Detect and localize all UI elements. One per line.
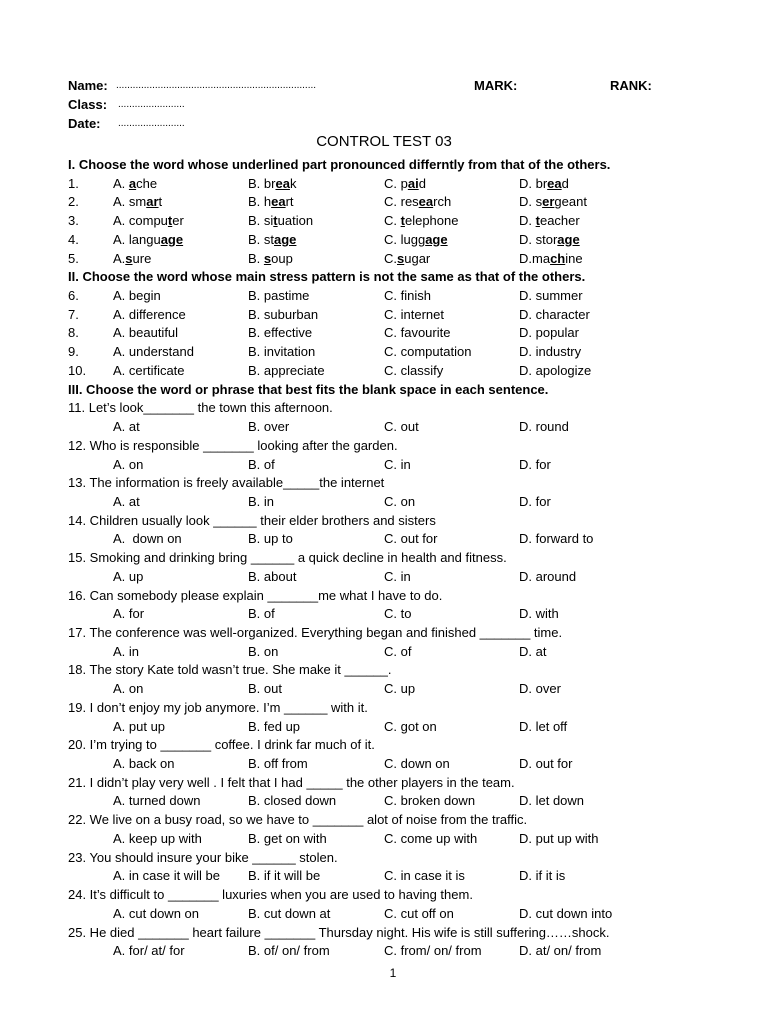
option-b xyxy=(248,192,294,211)
option-b-pre: B. st xyxy=(248,231,275,247)
options-row xyxy=(0,754,768,773)
question-row xyxy=(0,305,768,324)
question-row xyxy=(0,249,768,268)
question-text: 17. The conference was well-organized. Everything began and finished _______ time. xyxy=(68,625,563,640)
option-d: D. industry xyxy=(519,344,582,360)
option-a: A. in case it will be xyxy=(113,868,220,884)
class-row xyxy=(0,95,768,114)
option-b-pre: B. xyxy=(248,250,264,266)
option-a xyxy=(113,174,157,193)
class-field[interactable]: ........................ xyxy=(118,99,185,110)
option-d xyxy=(519,174,569,193)
option-d: D. out for xyxy=(519,756,573,772)
options-row xyxy=(0,904,768,923)
option-c-post: rch xyxy=(433,194,452,210)
section-heading xyxy=(0,267,768,286)
option-a-post: che xyxy=(136,175,158,191)
question-text: 20. I’m trying to _______ coffee. I drink far much of it. xyxy=(68,737,375,753)
option-c xyxy=(384,174,426,193)
option-a: A. begin xyxy=(113,288,161,304)
question-row xyxy=(0,623,768,642)
question-number: 4. xyxy=(68,231,79,247)
option-b: B. cut down at xyxy=(248,905,331,921)
question-number: 10. xyxy=(68,362,87,378)
option-a: A. beautiful xyxy=(113,325,179,341)
option-d: D. around xyxy=(519,568,577,584)
option-c: C. cut off on xyxy=(384,905,454,921)
option-b: B. of xyxy=(248,606,275,622)
option-d: D. at/ on/ from xyxy=(519,943,602,959)
option-d: D. with xyxy=(519,606,559,622)
option-b: B. appreciate xyxy=(248,362,325,378)
question-row xyxy=(0,342,768,361)
option-a-post: ure xyxy=(132,250,152,266)
option-d-post: d xyxy=(561,175,569,191)
option-c-post: elephone xyxy=(404,213,459,229)
question-row xyxy=(0,286,768,305)
options-row xyxy=(0,492,768,511)
option-d-pre: D. stor xyxy=(519,231,558,247)
option-a-mark: ar xyxy=(146,194,159,210)
option-a xyxy=(113,230,183,249)
option-d-pre: D. xyxy=(519,213,536,229)
option-a: A. turned down xyxy=(113,793,201,809)
name-row xyxy=(0,76,768,95)
option-a: A. for xyxy=(113,606,145,622)
option-d: D. popular xyxy=(519,325,579,341)
question-row xyxy=(0,660,768,679)
option-d: D. let down xyxy=(519,793,585,809)
option-d: D. for xyxy=(519,456,551,472)
option-d: D. for xyxy=(519,493,551,509)
option-a: A. at xyxy=(113,493,140,509)
question-row xyxy=(0,923,768,942)
option-b-mark: s xyxy=(263,250,272,266)
option-d-pre: D.ma xyxy=(519,250,551,266)
option-c-mark: s xyxy=(397,250,405,266)
option-b-post: k xyxy=(289,175,297,191)
option-a xyxy=(113,192,162,211)
option-d: D. apologize xyxy=(519,362,592,378)
options-row xyxy=(0,941,768,960)
option-b-mark: ea xyxy=(275,175,290,191)
question-row xyxy=(0,810,768,829)
option-a: A. understand xyxy=(113,344,194,360)
option-a-pre: A. xyxy=(113,250,126,266)
option-a-pre: A. sm xyxy=(113,194,147,210)
question-text: 25. He died _______ heart failure _______ Thursday night. His wife is still suffering……shock. xyxy=(68,924,610,940)
class-label: Class: xyxy=(68,97,108,112)
option-a: A. in xyxy=(113,643,140,659)
option-c: C. in case it is xyxy=(384,868,465,884)
option-c: C. on xyxy=(384,493,416,509)
question-row xyxy=(0,548,768,567)
option-b: B. pastime xyxy=(248,288,310,304)
section-heading xyxy=(0,380,768,399)
options-row xyxy=(0,529,768,548)
option-b-post: rt xyxy=(285,194,294,210)
option-b xyxy=(248,230,296,249)
option-b-pre: B. br xyxy=(248,175,276,191)
option-b: B. closed down xyxy=(248,793,337,809)
option-b: B. invitation xyxy=(248,344,316,360)
option-d-mark: ch xyxy=(550,250,566,266)
option-b: B. of xyxy=(248,456,275,472)
option-b: B. in xyxy=(248,493,275,509)
option-d xyxy=(519,211,580,230)
option-d-post: eacher xyxy=(539,213,580,229)
option-a-mark: a xyxy=(128,175,137,191)
option-b: B. over xyxy=(248,419,290,435)
question-number: 8. xyxy=(68,325,79,341)
option-a-pre: A. compu xyxy=(113,213,168,229)
option-b: B. about xyxy=(248,568,297,584)
option-b: B. out xyxy=(248,681,282,697)
options-row xyxy=(0,717,768,736)
option-c: C. in xyxy=(384,456,411,472)
option-b: B. off from xyxy=(248,756,308,772)
options-row xyxy=(0,417,768,436)
question-row xyxy=(0,848,768,867)
option-c: C. internet xyxy=(384,306,444,322)
question-row xyxy=(0,361,768,380)
option-a xyxy=(113,249,151,268)
option-c-mark: age xyxy=(425,231,448,247)
option-a: A. down on xyxy=(113,531,182,547)
option-a: A. put up xyxy=(113,718,166,734)
section-heading xyxy=(0,155,768,174)
option-d: D. summer xyxy=(519,288,583,304)
option-b: B. of/ on/ from xyxy=(248,943,330,959)
option-a: A. on xyxy=(113,456,144,472)
option-d-mark: ea xyxy=(547,175,562,191)
option-b-mark: ea xyxy=(271,194,286,210)
option-c: C. in xyxy=(384,568,411,584)
question-row xyxy=(0,473,768,492)
question-row xyxy=(0,211,768,230)
option-d-mark: t xyxy=(535,213,540,229)
option-c: C. finish xyxy=(384,288,431,304)
name-field[interactable]: ........................................................................ xyxy=(116,80,317,91)
option-c-pre: C. res xyxy=(384,194,419,210)
options-row xyxy=(0,567,768,586)
question-number: 9. xyxy=(68,344,79,360)
section-2-heading: II. Choose the word whose main stress pattern is not the same as that of the others. xyxy=(68,269,586,285)
section-1-heading: I. Choose the word whose underlined part pronounced differntly from that of the others. xyxy=(68,157,611,172)
option-c: C. broken down xyxy=(384,793,476,809)
option-d xyxy=(519,230,580,249)
option-b-mark: t xyxy=(273,213,278,229)
option-c-pre: C. xyxy=(384,213,401,229)
option-b: B. get on with xyxy=(248,830,327,846)
option-d-mark: er xyxy=(542,194,555,210)
option-c: C. out xyxy=(384,419,419,435)
option-a: A. certificate xyxy=(113,362,185,378)
option-c: C. computation xyxy=(384,344,472,360)
option-c-pre: C. xyxy=(384,250,397,266)
option-c: C. from/ on/ from xyxy=(384,943,482,959)
question-number: 7. xyxy=(68,306,79,322)
option-d-pre: D. br xyxy=(519,175,548,191)
options-row xyxy=(0,604,768,623)
date-label: Date: xyxy=(68,116,101,131)
option-d-pre: D. s xyxy=(519,194,543,210)
option-c xyxy=(384,249,430,268)
option-a-pre: A. langu xyxy=(113,231,161,247)
question-number: 2. xyxy=(68,194,79,210)
option-c: C. classify xyxy=(384,362,444,378)
option-d-mark: age xyxy=(557,231,580,247)
question-row xyxy=(0,885,768,904)
option-c: C. favourite xyxy=(384,325,451,341)
option-a-mark: s xyxy=(125,250,133,266)
question-number: 1. xyxy=(68,175,79,191)
options-row xyxy=(0,829,768,848)
question-row xyxy=(0,511,768,530)
option-a: A. keep up with xyxy=(113,830,202,846)
option-d: D. forward to xyxy=(519,531,594,547)
option-b: B. up to xyxy=(248,531,293,547)
question-row xyxy=(0,698,768,717)
option-c xyxy=(384,211,458,230)
option-a: A. at xyxy=(113,419,140,435)
option-d: D. character xyxy=(519,306,590,322)
option-d: D. cut down into xyxy=(519,905,613,921)
options-row xyxy=(0,866,768,885)
option-a xyxy=(113,211,184,230)
option-a: A. difference xyxy=(113,306,186,322)
option-a-post: er xyxy=(172,213,184,229)
option-c: C. down on xyxy=(384,756,450,772)
options-row xyxy=(0,679,768,698)
option-b: B. on xyxy=(248,643,279,659)
rank-label: RANK: xyxy=(610,78,652,93)
option-b-pre: B. h xyxy=(248,194,272,210)
option-a-post: t xyxy=(158,194,163,210)
question-text: 12. Who is responsible _______ looking after the garden. xyxy=(68,437,398,453)
option-c-pre: C. lugg xyxy=(384,231,426,247)
question-text: 23. You should insure your bike ______ stolen. xyxy=(68,849,338,865)
question-text: 21. I didn’t play very well . I felt that I had _____ the other players in the team. xyxy=(68,774,515,790)
option-d: D. at xyxy=(519,643,547,659)
question-row xyxy=(0,398,768,417)
option-a-mark: t xyxy=(167,213,173,229)
question-text: 14. Children usually look ______ their elder brothers and sisters xyxy=(68,512,436,528)
option-c-post: ugar xyxy=(404,250,431,266)
option-b: B. if it will be xyxy=(248,868,321,884)
date-field[interactable]: ........................ xyxy=(118,118,185,129)
question-row xyxy=(0,323,768,342)
option-c-post: d xyxy=(418,175,426,191)
page-title: CONTROL TEST 03 xyxy=(316,133,452,150)
option-c: C. up xyxy=(384,681,416,697)
date-row xyxy=(0,114,768,133)
option-c-mark: ea xyxy=(418,194,434,210)
question-row xyxy=(0,436,768,455)
option-c: C. out for xyxy=(384,531,438,547)
question-text: 18. The story Kate told wasn’t true. She make it ______. xyxy=(68,662,392,678)
option-a: A. on xyxy=(113,681,144,697)
option-a-pre: A. xyxy=(113,175,129,191)
name-label: Name: xyxy=(68,78,108,93)
question-text: 24. It’s difficult to _______ luxuries when you are used to having them. xyxy=(68,887,473,903)
option-b xyxy=(248,249,293,268)
option-d xyxy=(519,249,583,268)
question-text: 13. The information is freely available_____the internet xyxy=(68,475,385,491)
question-text: 16. Can somebody please explain _______me what I have to do. xyxy=(68,587,443,603)
option-c xyxy=(384,192,451,211)
question-row xyxy=(0,586,768,605)
option-a-mark: age xyxy=(160,231,184,247)
option-d: D. put up with xyxy=(519,830,599,846)
option-c: C. got on xyxy=(384,718,437,734)
mark-label: MARK: xyxy=(474,78,518,93)
option-a: A. for/ at/ for xyxy=(113,943,185,959)
option-c: C. to xyxy=(384,606,412,622)
question-number: 5. xyxy=(68,250,79,266)
option-b-pre: B. si xyxy=(248,213,274,229)
question-number: 6. xyxy=(68,288,79,304)
options-row xyxy=(0,642,768,661)
option-b: B. effective xyxy=(248,325,313,341)
question-row xyxy=(0,192,768,211)
option-b-post: oup xyxy=(271,250,293,266)
option-b xyxy=(248,211,313,230)
question-text: 11. Let’s look_______ the town this afternoon. xyxy=(68,400,333,416)
question-row xyxy=(0,174,768,193)
options-row xyxy=(0,455,768,474)
section-3-heading: III. Choose the word or phrase that best fits the blank space in each sentence. xyxy=(68,381,549,397)
option-c-mark: ai xyxy=(407,175,419,191)
option-a: A. cut down on xyxy=(113,905,199,921)
options-row xyxy=(0,791,768,810)
option-b: B. fed up xyxy=(248,718,301,734)
option-c: C. of xyxy=(384,643,412,659)
option-b-mark: age xyxy=(274,231,297,247)
option-a: A. back on xyxy=(113,756,175,772)
option-d: D. if it is xyxy=(519,868,566,884)
option-d: D. let off xyxy=(519,718,568,734)
question-row xyxy=(0,230,768,249)
option-b-post: uation xyxy=(277,213,314,229)
option-d: D. over xyxy=(519,681,561,697)
page-number: 1 xyxy=(389,966,397,980)
option-c-pre: C. p xyxy=(384,175,408,191)
question-text: 19. I don’t enjoy my job anymore. I’m ______ with it. xyxy=(68,699,368,715)
option-c: C. come up with xyxy=(384,830,478,846)
question-text: 22. We live on a busy road, so we have to _______ alot of noise from the traffic. xyxy=(68,812,528,828)
option-b xyxy=(248,174,296,193)
question-row xyxy=(0,773,768,792)
option-d-post: ine xyxy=(565,250,583,266)
question-text: 15. Smoking and drinking bring ______ a quick decline in health and fitness. xyxy=(68,550,507,566)
option-d-post: geant xyxy=(554,194,587,210)
option-b: B. suburban xyxy=(248,306,319,322)
option-a: A. up xyxy=(113,568,144,584)
option-d: D. round xyxy=(519,419,569,435)
option-c-mark: t xyxy=(400,213,405,229)
question-row xyxy=(0,735,768,754)
question-number: 3. xyxy=(68,213,79,229)
option-c xyxy=(384,230,448,249)
option-d xyxy=(519,192,587,211)
